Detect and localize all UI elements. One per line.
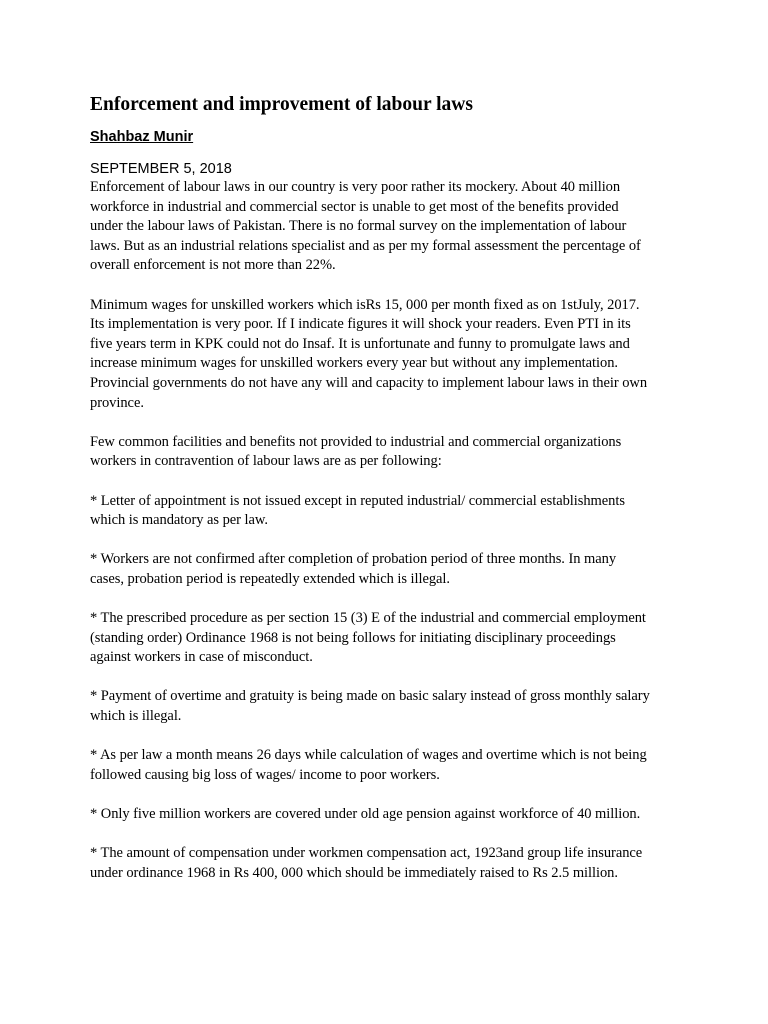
paragraph bbox=[90, 550, 690, 589]
paragraph bbox=[90, 844, 690, 883]
paragraph-line: province. bbox=[90, 394, 144, 411]
paragraph-line: Few common facilities and benefits not provided to industrial and commercial organizations bbox=[90, 433, 622, 450]
paragraph-line: which is illegal. bbox=[90, 708, 182, 725]
paragraph-line: * Workers are not confirmed after completion of probation period of three months. In many bbox=[90, 551, 617, 568]
paragraph-line: Provincial governments do not have any will and capacity to implement labour laws in their own bbox=[90, 374, 648, 391]
paragraph-line: * As per law a month means 26 days while calculation of wages and overtime which is not being bbox=[90, 747, 647, 764]
paragraph-line: Its implementation is very poor. If I indicate figures it will shock your readers. Even PTI in its bbox=[90, 316, 631, 333]
paragraph bbox=[90, 296, 690, 414]
paragraph bbox=[90, 433, 690, 472]
author-name: Shahbaz Munir bbox=[90, 129, 194, 145]
paragraph-line: overall enforcement is not more than 22%. bbox=[90, 257, 336, 274]
paragraph-line: against workers in case of misconduct. bbox=[90, 649, 313, 666]
document-page bbox=[90, 92, 690, 903]
paragraph-line: laws. But as an industrial relations specialist and as per my formal assessment the percentage of bbox=[90, 237, 641, 254]
paragraph bbox=[90, 805, 690, 825]
paragraph bbox=[90, 178, 690, 276]
paragraph-line: which is mandatory as per law. bbox=[90, 512, 268, 529]
paragraph-line: Minimum wages for unskilled workers which isRs 15, 000 per month fixed as on 1stJuly, 2017. bbox=[90, 296, 640, 313]
paragraph-line: workers in contravention of labour laws are as per following: bbox=[90, 453, 442, 470]
paragraph-line: * Only five million workers are covered under old age pension against workforce of 40 million. bbox=[90, 806, 641, 822]
paragraph-line: followed causing big loss of wages/ income to poor workers. bbox=[90, 766, 440, 783]
paragraph-line: under ordinance 1968 in Rs 400, 000 which should be immediately raised to Rs 2.5 million. bbox=[90, 864, 618, 881]
paragraph bbox=[90, 687, 690, 726]
paragraph bbox=[90, 609, 690, 668]
article-body bbox=[90, 178, 690, 883]
paragraph-line: increase minimum wages for unskilled workers every year but without any implementation. bbox=[90, 355, 618, 372]
article-title: Enforcement and improvement of labour laws bbox=[90, 94, 473, 115]
paragraph-line: workforce in industrial and commercial sector is unable to get most of the benefits provided bbox=[90, 198, 619, 215]
paragraph-line: (standing order) Ordinance 1968 is not being follows for initiating disciplinary proceedings bbox=[90, 629, 616, 646]
paragraph bbox=[90, 492, 690, 531]
paragraph-line: * The amount of compensation under workmen compensation act, 1923and group life insurance bbox=[90, 845, 643, 862]
paragraph-line: * Payment of overtime and gratuity is being made on basic salary instead of gross monthly salary bbox=[90, 688, 650, 705]
paragraph-line: under the labour laws of Pakistan. There is no formal survey on the implementation of labour bbox=[90, 218, 627, 235]
paragraph-line: five years term in KPK could not do Insaf. It is unfortunate and funny to promulgate laws and bbox=[90, 335, 630, 352]
paragraph-line: Enforcement of labour laws in our country is very poor rather its mockery. About 40 million bbox=[90, 179, 621, 195]
paragraph-line: cases, probation period is repeatedly extended which is illegal. bbox=[90, 570, 450, 587]
paragraph-line: * Letter of appointment is not issued except in reputed industrial/ commercial establishments bbox=[90, 492, 625, 509]
paragraph bbox=[90, 746, 690, 785]
publish-date: SEPTEMBER 5, 2018 bbox=[90, 161, 232, 177]
paragraph-line: * The prescribed procedure as per section 15 (3) E of the industrial and commercial employment bbox=[90, 610, 646, 627]
